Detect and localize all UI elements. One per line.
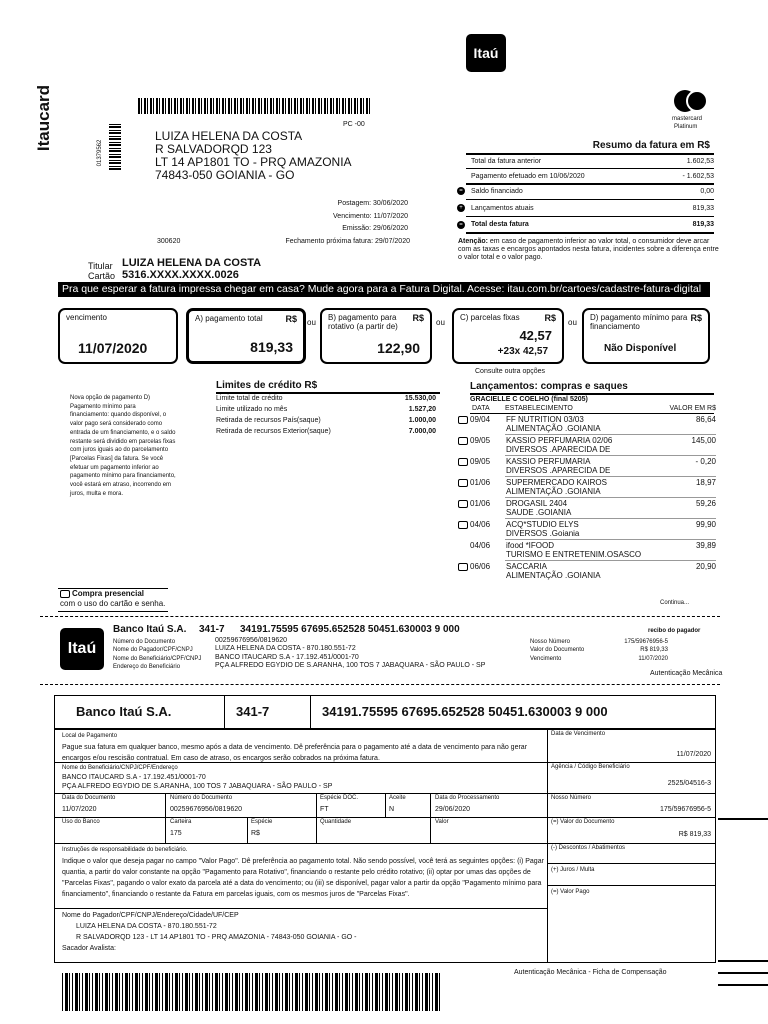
emissao-date: Emissão: 29/06/2020	[342, 225, 408, 232]
vencimento-date: Vencimento: 11/07/2020	[333, 213, 408, 220]
juros-multa: (+) Juros / Multa	[551, 867, 595, 873]
lancamento-value: 18,97	[695, 478, 716, 487]
lancamento-name: FF NUTRITION 03/03	[506, 415, 584, 424]
lancamento-date: 09/05	[470, 436, 491, 445]
limite-row: Retirada de recursos País(saque) 1.000,00	[216, 417, 436, 424]
ficha-bank: Banco Itaú S.A.	[76, 704, 172, 719]
resumo-title: Resumo da fatura em R$	[592, 140, 710, 151]
lancamento-category: ALIMENTAÇÃO .GOIANIA	[506, 424, 601, 433]
payment-barcode	[62, 973, 442, 1011]
col-estabelecimento: ESTABELECIMENTO	[505, 405, 573, 412]
valor-documento: (=) Valor do Documento R$ 819,33	[551, 819, 711, 838]
valor-pago[interactable]: (=) Valor Pago	[551, 889, 590, 895]
recibo-right-labels: Nosso Número Valor do Documento Vencimento	[530, 639, 585, 662]
nova-opcao-note: Nova opção de pagamento D) Pagamento mínimo para financiamento: quando disponível, o valor pago será considerado como entrada de um financiamento, e o saldo restante será dividido em parcelas fixas com juros iguais ao do parcelamento [Parcelas Fixas] da fatura. Se você efetuar um pagamento inferior ao pagamento mínimo para financiamento, você estará em atraso, incorrendo em juros, multa e mora.	[70, 395, 176, 497]
pc-code: PC -00	[343, 121, 365, 128]
descontos: (-) Descontos / Abatimentos	[551, 845, 626, 851]
col-data: DATA	[472, 405, 490, 412]
card-number: 5316.XXXX.XXXX.0026	[122, 269, 239, 281]
recibo-values: 00259676956/0819620 LUIZA HELENA DA COSTA - 870.180.551-72 BANCO ITAUCARD S.A - 17.192.451/0001-70 PÇA ALFREDO EGYDIO DE S.ARANHA, 100 TOS 7 JABAQUARA - SÃO PAULO - SP	[215, 637, 486, 669]
lancamento-date: 09/05	[470, 457, 491, 466]
lancamento-date: 04/06	[470, 520, 491, 529]
resumo-row: Pagamento efetuado em 10/06/2020 - 1.602,53	[471, 173, 714, 180]
card-icon	[60, 590, 70, 598]
itau-logo: Itaú	[466, 34, 506, 72]
address-line: 74843-050 GOIANIA - GO	[155, 168, 295, 182]
lancamento-category: SAUDE .GOIANIA	[506, 508, 572, 517]
nosso-numero: Nosso Número 175/59676956-5	[551, 795, 711, 813]
lancamento-value: 59,26	[695, 499, 716, 508]
limites-title: Limites de crédito R$	[216, 380, 318, 391]
lancamento-name: SACCARIA	[506, 562, 547, 571]
vencimento-box: vencimento 11/07/2020	[58, 308, 178, 364]
agencia-codigo: Agência / Código Beneficiário 2525/04516-3	[551, 764, 711, 787]
carteira: Carteira 175	[170, 819, 192, 837]
or-label: ou	[436, 318, 445, 327]
cartao-label: Cartão	[88, 271, 116, 281]
ficha-bank-code: 341-7	[236, 704, 270, 719]
parcelas-fixas-box[interactable]: C) parcelas fixas R$ 42,57 +23x 42,57	[452, 308, 564, 364]
itau-logo-recibo: Itaú	[60, 628, 104, 670]
local-pagamento: Local de Pagamento Pague sua fatura em qualquer banco, mesmo após a data de vencimento. Dê preferência para o pagamento até a data de vencimento para não gerar encargos e/ou rescisão contratual. Em caso de atraso, os encargos serão cobrados na próxima fatura.	[62, 733, 528, 762]
titular-label: Titular	[88, 261, 113, 271]
recibo-bank-code: 341-7	[199, 624, 225, 635]
lancamento-date: 01/06	[470, 478, 491, 487]
recibo-autenticacao: Autenticação Mecânica	[650, 670, 723, 677]
recibo-labels: Número do Documento Nome do Pagador/CPF/CNPJ Nome do Beneficiário/CPF/CNPJ Endereço do Beneficiário	[113, 639, 202, 670]
recibo-right-values: 175/59676956-5 R$ 819,33 11/07/2020	[624, 639, 668, 662]
especie: Espécie R$	[251, 819, 273, 837]
resumo-row: Lançamentos atuais 819,33	[471, 205, 714, 212]
pagamento-minimo-box[interactable]: D) pagamento mínimo para financiamento R$ Não Disponível	[582, 308, 710, 364]
equals-marker: =	[457, 187, 465, 195]
digital-invoice-banner[interactable]: Pra que esperar a fatura impressa chegar em casa? Mude agora para a Fatura Digital. Acesse: itau.com.br/cartoes/cadastre-fatura-digital	[58, 282, 710, 297]
plus-marker: +	[457, 204, 465, 212]
atencao-note: Atenção: em caso de pagamento inferior ao valor total, o consumidor deve arcar com as taxas e encargos apontados nesta fatura, incidentes sobre a diferença entre o valor total e o valor pago.	[458, 238, 719, 261]
card-icon	[458, 437, 468, 445]
statement-code: 300620	[157, 238, 181, 245]
card-icon	[458, 458, 468, 466]
beneficiario: Nome do Beneficiário/CNPJ/CPF/Endereço BANCO ITAUCARD S.A - 17.192.451/0001-70 PÇA ALFREDO EGYDIO DE S.ARANHA, 100 TOS 7 JABAQUARA - SÃO PAULO - SP	[62, 765, 333, 790]
or-label: ou	[568, 318, 577, 327]
recibo-bank: Banco Itaú S.A.	[113, 624, 187, 635]
postal-barcode	[138, 98, 370, 114]
lancamento-category: ALIMENTAÇÃO .GOIANIA	[506, 571, 601, 580]
vertical-barcode	[109, 124, 121, 170]
equals-marker: =	[457, 221, 465, 229]
card-icon	[458, 500, 468, 508]
titular-name: LUIZA HELENA DA COSTA	[122, 257, 262, 269]
lancamento-name: SUPERMERCADO KAIROS	[506, 478, 607, 487]
col-valor: VALOR EM R$	[669, 405, 716, 412]
ficha-linha-digitavel: 34191.75595 67695.652528 50451.630003 9 000	[322, 704, 608, 719]
recibo-label: recibo do pagador	[648, 628, 701, 634]
aceite: Aceite N	[389, 795, 406, 813]
card-icon	[458, 521, 468, 529]
especie-doc: Espécie DOC. FT	[320, 795, 359, 813]
mastercard-label: mastercard	[672, 116, 703, 122]
lancamento-category: DIVERSOS .Goiania	[506, 529, 580, 538]
lancamento-category: DIVERSOS .APARECIDA DE	[506, 445, 611, 454]
lancamento-value: 145,00	[691, 436, 716, 445]
cardholder-name: GRACIELLE C COELHO (final 5205)	[470, 396, 588, 403]
lancamento-date: 06/06	[470, 562, 491, 571]
lancamento-name: ACQ*STUDIO ELYS	[506, 520, 579, 529]
card-icon	[458, 416, 468, 424]
lancamento-value: - 0,20	[695, 457, 716, 466]
limite-row: Limite utilizado no mês 1.527,20	[216, 406, 436, 413]
lancamento-date: 04/06	[470, 541, 491, 550]
lancamento-value: 39,89	[695, 541, 716, 550]
data-vencimento: Data de Vencimento 11/07/2020	[551, 731, 711, 758]
lancamento-name: KASSIO PERFUMARIA 02/06	[506, 436, 613, 445]
lancamento-name: DROGASIL 2404	[506, 499, 568, 508]
ficha-autenticacao: Autenticação Mecânica - Ficha de Compensação	[514, 969, 667, 976]
card-icon	[458, 563, 468, 571]
pagador: Nome do Pagador/CPF/CNPJ/Endereço/Cidade/UF/CEP LUIZA HELENA DA COSTA - 870.180.551-72 R SALVADORQD 123 - LT 14 AP1801 TO - PRQ AMAZONIA - 74843-050 GOIANIA - GO - Sacador Avalista:	[62, 912, 357, 952]
lancamento-category: ALIMENTAÇÃO .GOIANIA	[506, 487, 601, 496]
limite-row: Limite total de crédito 15.530,00	[216, 395, 436, 402]
lancamento-value: 20,90	[695, 562, 716, 571]
limite-row: Retirada de recursos Exterior(saque) 7.000,00	[216, 428, 436, 435]
uso-do-banco: Uso do Banco	[62, 819, 100, 825]
valor: Valor	[435, 819, 449, 825]
vertical-code: 01379562	[97, 139, 103, 167]
data-documento: Data do Documento 11/07/2020	[62, 795, 116, 813]
address-line: LT 14 AP1801 TO - PRQ AMAZONIA	[155, 155, 352, 169]
mastercard-logo	[670, 90, 710, 114]
lancamento-value: 99,90	[695, 520, 716, 529]
continua-label: Continua...	[660, 600, 690, 606]
lancamento-category: TURISMO E ENTRETENIM.OSASCO	[506, 550, 642, 559]
lancamento-date: 01/06	[470, 499, 491, 508]
resumo-row: Total da fatura anterior 1.602,53	[471, 158, 714, 165]
itaucard-logo: Itaucard	[34, 84, 53, 152]
address-block	[155, 130, 352, 182]
lancamento-date: 09/04	[470, 415, 491, 424]
card-icon	[458, 479, 468, 487]
recibo-linha-digitavel: 34191.75595 67695.652528 50451.630003 9 000	[240, 624, 460, 635]
resumo-row: Saldo financiado 0,00	[471, 188, 714, 195]
resumo-total-row: Total desta fatura 819,33	[471, 221, 714, 228]
instrucoes: Instruções de responsabilidade do beneficiário. Indique o valor que deseja pagar no campo "Valor Pago". Dê preferência ao pagamento total. Não sendo possível, você terá as seguintes opções: (i) Pagar quantia, a partir do valor constante na opção "Pagamento para Rotativo", financiando o restante pelo crédito rotativo; (ii) optar por umas das opções de "Parcelas Fixas", pagando o valor exato da parcela até a data do vencimento; ou (iii) se disponível, pagar valor a partir da opção "Pagamento mínimo para financiamento", financiando o restante da Fatura em parcelas iguais, com os mesmos juros de "Parcelas Fixas".	[62, 847, 544, 898]
lancamento-name: ifood *IFOOD	[506, 541, 555, 550]
lancamento-name: KASSIO PERFUMARIA	[506, 457, 591, 466]
address-line: R SALVADORQD 123	[155, 142, 272, 156]
lancamento-category: DIVERSOS .APARECIDA DE	[506, 466, 611, 475]
or-label: ou	[307, 318, 316, 327]
postagem-date: Postagem: 30/06/2020	[337, 200, 408, 207]
platinum-label: Platinum	[674, 124, 698, 130]
outras-opcoes-link[interactable]: Consulte outra opções	[475, 368, 546, 375]
numero-documento: Número do Documento 00259676956/0819620	[170, 795, 243, 813]
lancamentos-title: Lançamentos: compras e saques	[470, 381, 628, 392]
compra-presencial: Compra presencial com o uso do cartão e senha.	[60, 589, 166, 608]
quantidade: Quantidade	[320, 819, 352, 825]
pagamento-total-box[interactable]: A) pagamento total R$ 819,33	[186, 308, 306, 364]
data-processamento: Data do Processamento 29/06/2020	[435, 795, 500, 813]
lancamento-value: 86,64	[695, 415, 716, 424]
pagamento-rotativo-box[interactable]: B) pagamento para rotativo (a partir de) R$ 122,90	[320, 308, 432, 364]
address-line: LUIZA HELENA DA COSTA	[155, 129, 303, 143]
fechamento-date: Fechamento próxima fatura: 29/07/2020	[285, 238, 410, 245]
